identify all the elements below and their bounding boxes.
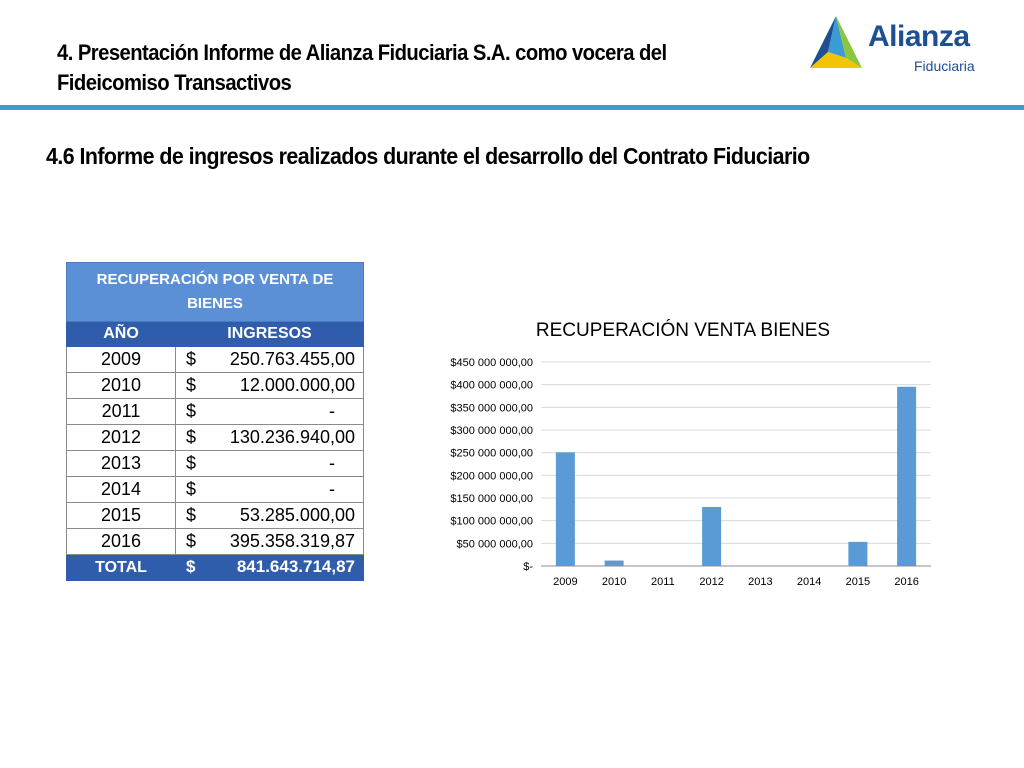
bar-2012 (702, 507, 721, 566)
row-currency: $ (186, 401, 197, 421)
row-currency: $ (186, 479, 197, 499)
row-year: 2016 (67, 529, 176, 555)
y-tick-label: $450 000 000,00 (450, 357, 533, 369)
table-row (67, 477, 364, 503)
row-amount: - (329, 479, 335, 499)
row-amount: - (329, 453, 335, 473)
alianza-logo (806, 14, 986, 76)
row-amount: 12.000.000,00 (239, 375, 355, 395)
row-currency: $ (186, 427, 197, 447)
column-header-income: INGRESOS (176, 322, 364, 347)
table-row (67, 529, 364, 555)
x-tick-label: 2015 (845, 576, 871, 588)
row-year: 2011 (67, 399, 176, 425)
income-table (66, 262, 364, 581)
x-tick-label: 2014 (796, 576, 822, 588)
table-title: RECUPERACIÓN POR VENTA DE BIENES (67, 263, 364, 322)
row-year: 2012 (67, 425, 176, 451)
row-currency: $ (186, 505, 197, 525)
row-currency: $ (186, 375, 197, 395)
row-currency: $ (186, 349, 197, 369)
row-currency: $ (186, 453, 197, 473)
y-tick-label: $350 000 000,00 (450, 402, 533, 415)
header-divider (0, 105, 1024, 110)
y-tick-label: $150 000 000,00 (450, 493, 533, 505)
chart-title: RECUPERACIÓN VENTA BIENES (535, 320, 831, 341)
table-row (67, 451, 364, 477)
table-total-row (67, 555, 364, 581)
y-tick-label: $200 000 000,00 (450, 470, 533, 483)
row-amount: 395.358.319,87 (229, 531, 355, 551)
row-year: 2010 (67, 373, 176, 399)
bar-chart (420, 310, 980, 610)
total-currency: $ (186, 557, 196, 576)
x-tick-label: 2009 (553, 576, 578, 588)
y-tick-label: $50 000 000,00 (456, 538, 533, 551)
logo-wordmark: Alianza (868, 20, 970, 53)
y-tick-label: $300 000 000,00 (450, 425, 533, 437)
row-year: 2009 (67, 347, 176, 373)
row-amount: 130.236.940,00 (229, 427, 355, 447)
bar-2016 (897, 387, 916, 566)
table-row (67, 425, 364, 451)
total-label: TOTAL (67, 555, 176, 581)
total-amount: 841.643.714,87 (236, 557, 355, 576)
x-tick-label: 2010 (601, 576, 627, 588)
row-year: 2015 (67, 503, 176, 529)
table-row (67, 503, 364, 529)
row-year: 2014 (67, 477, 176, 503)
bar-2015 (848, 542, 867, 566)
row-year: 2013 (67, 451, 176, 477)
x-tick-label: 2013 (748, 576, 773, 588)
x-tick-label: 2012 (699, 576, 724, 588)
table-row (67, 347, 364, 373)
logo-subtext: Fiduciaria (914, 58, 975, 74)
row-amount: 250.763.455,00 (229, 349, 355, 369)
bar-2010 (605, 561, 624, 566)
slide-title: 4. Presentación Informe de Alianza Fiduciaria S.A. como vocera del Fideicomiso Transactivos (57, 40, 667, 95)
table-row (67, 399, 364, 425)
y-tick-label: $100 000 000,00 (450, 515, 533, 528)
bar-2009 (556, 452, 575, 566)
section-subtitle: 4.6 Informe de ingresos realizados durante el desarrollo del Contrato Fiduciario (46, 143, 810, 169)
row-amount: 53.285.000,00 (239, 505, 355, 525)
y-tick-label: $250 000 000,00 (450, 447, 533, 460)
column-header-year: AÑO (67, 322, 176, 347)
y-tick-label: $400 000 000,00 (450, 379, 533, 392)
row-amount: - (329, 401, 335, 421)
x-tick-label: 2011 (651, 576, 675, 588)
table-row (67, 373, 364, 399)
y-tick-label: $- (523, 561, 533, 573)
row-currency: $ (186, 531, 197, 551)
x-tick-label: 2016 (894, 576, 919, 588)
alianza-triangle-icon (806, 14, 866, 72)
